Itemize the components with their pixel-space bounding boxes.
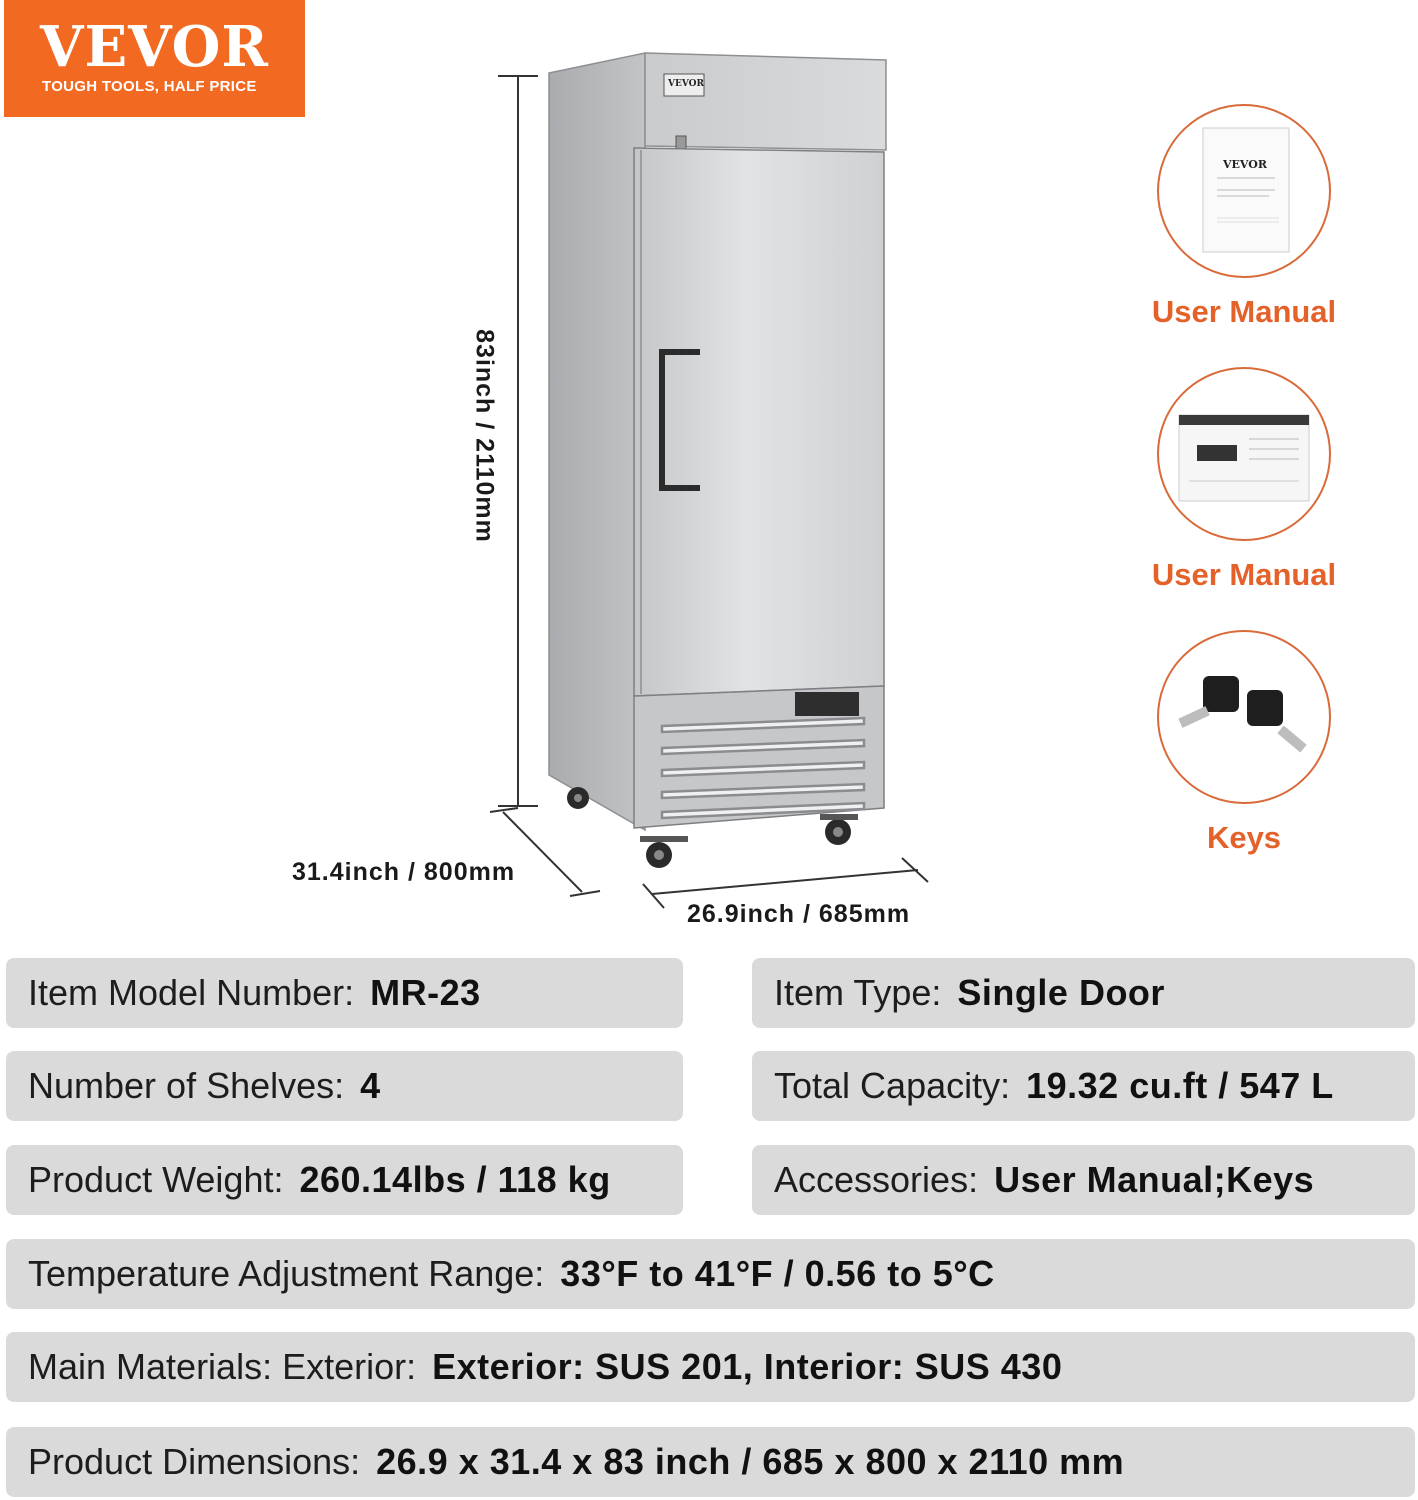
depth-dimension-label: 31.4inch / 800mm bbox=[292, 858, 516, 886]
height-dimension-line bbox=[498, 76, 538, 806]
spec-key: Item Model Number: bbox=[28, 972, 355, 1013]
spec-value: Exterior: SUS 201, Interior: SUS 430 bbox=[432, 1346, 1063, 1387]
spec-key: Product Weight: bbox=[28, 1159, 284, 1200]
spec-key: Item Type: bbox=[774, 972, 942, 1013]
keys-icon bbox=[1157, 630, 1331, 804]
spec-key: Accessories: bbox=[774, 1159, 979, 1200]
spec-value: 260.14lbs / 118 kg bbox=[299, 1159, 611, 1200]
quick-guide-icon bbox=[1157, 367, 1331, 541]
spec-value: 26.9 x 31.4 x 83 inch / 685 x 800 x 2110 mm bbox=[376, 1441, 1125, 1482]
spec-key: Total Capacity: bbox=[774, 1065, 1011, 1106]
spec-value: User Manual;Keys bbox=[994, 1159, 1315, 1200]
width-dimension-label: 26.9inch / 685mm bbox=[687, 900, 911, 928]
accessory-label: User Manual bbox=[1151, 294, 1337, 329]
spec-total-capacity bbox=[752, 1051, 1415, 1121]
spec-value: 4 bbox=[360, 1065, 381, 1106]
spec-key: Main Materials: Exterior: bbox=[28, 1346, 417, 1387]
user-manual-icon bbox=[1157, 104, 1331, 278]
fridge-side-panel bbox=[549, 53, 645, 830]
spec-product-dimensions bbox=[6, 1427, 1415, 1497]
spec-value: 19.32 cu.ft / 547 L bbox=[1026, 1065, 1334, 1106]
svg-text:VEVOR: VEVOR bbox=[1223, 158, 1267, 171]
spec-shelves bbox=[6, 1051, 683, 1121]
spec-value: MR-23 bbox=[370, 972, 481, 1013]
fridge-lock bbox=[676, 136, 686, 150]
spec-main-materials bbox=[6, 1332, 1415, 1402]
fridge-door bbox=[634, 148, 884, 696]
accessory-user-manual bbox=[1150, 104, 1338, 330]
accessory-quick-guide bbox=[1150, 367, 1338, 593]
height-dimension-label: 83inch / 2110mm bbox=[470, 329, 499, 543]
spec-product-weight bbox=[6, 1145, 683, 1215]
spec-key: Product Dimensions: bbox=[28, 1441, 361, 1482]
spec-value: Single Door bbox=[957, 972, 1165, 1013]
spec-item-type bbox=[752, 958, 1415, 1028]
fridge-badge-text: VEVOR bbox=[668, 79, 704, 89]
logo-brand-name: VEVOR bbox=[40, 14, 269, 80]
spec-key: Temperature Adjustment Range: bbox=[28, 1253, 545, 1294]
fridge-top-panel bbox=[645, 53, 886, 150]
accessory-label: Keys bbox=[1206, 820, 1282, 855]
spec-temperature-range bbox=[6, 1239, 1415, 1309]
logo-tagline: TOUGH TOOLS, HALF PRICE bbox=[42, 78, 257, 95]
spec-key: Number of Shelves: bbox=[28, 1065, 345, 1106]
spec-accessories bbox=[752, 1145, 1415, 1215]
spec-value: 33°F to 41°F / 0.56 to 5°C bbox=[560, 1253, 995, 1294]
accessory-keys bbox=[1150, 630, 1338, 856]
accessory-label: User Manual bbox=[1151, 557, 1337, 592]
fridge-controller-display bbox=[795, 692, 859, 716]
spec-model-number bbox=[6, 958, 683, 1028]
